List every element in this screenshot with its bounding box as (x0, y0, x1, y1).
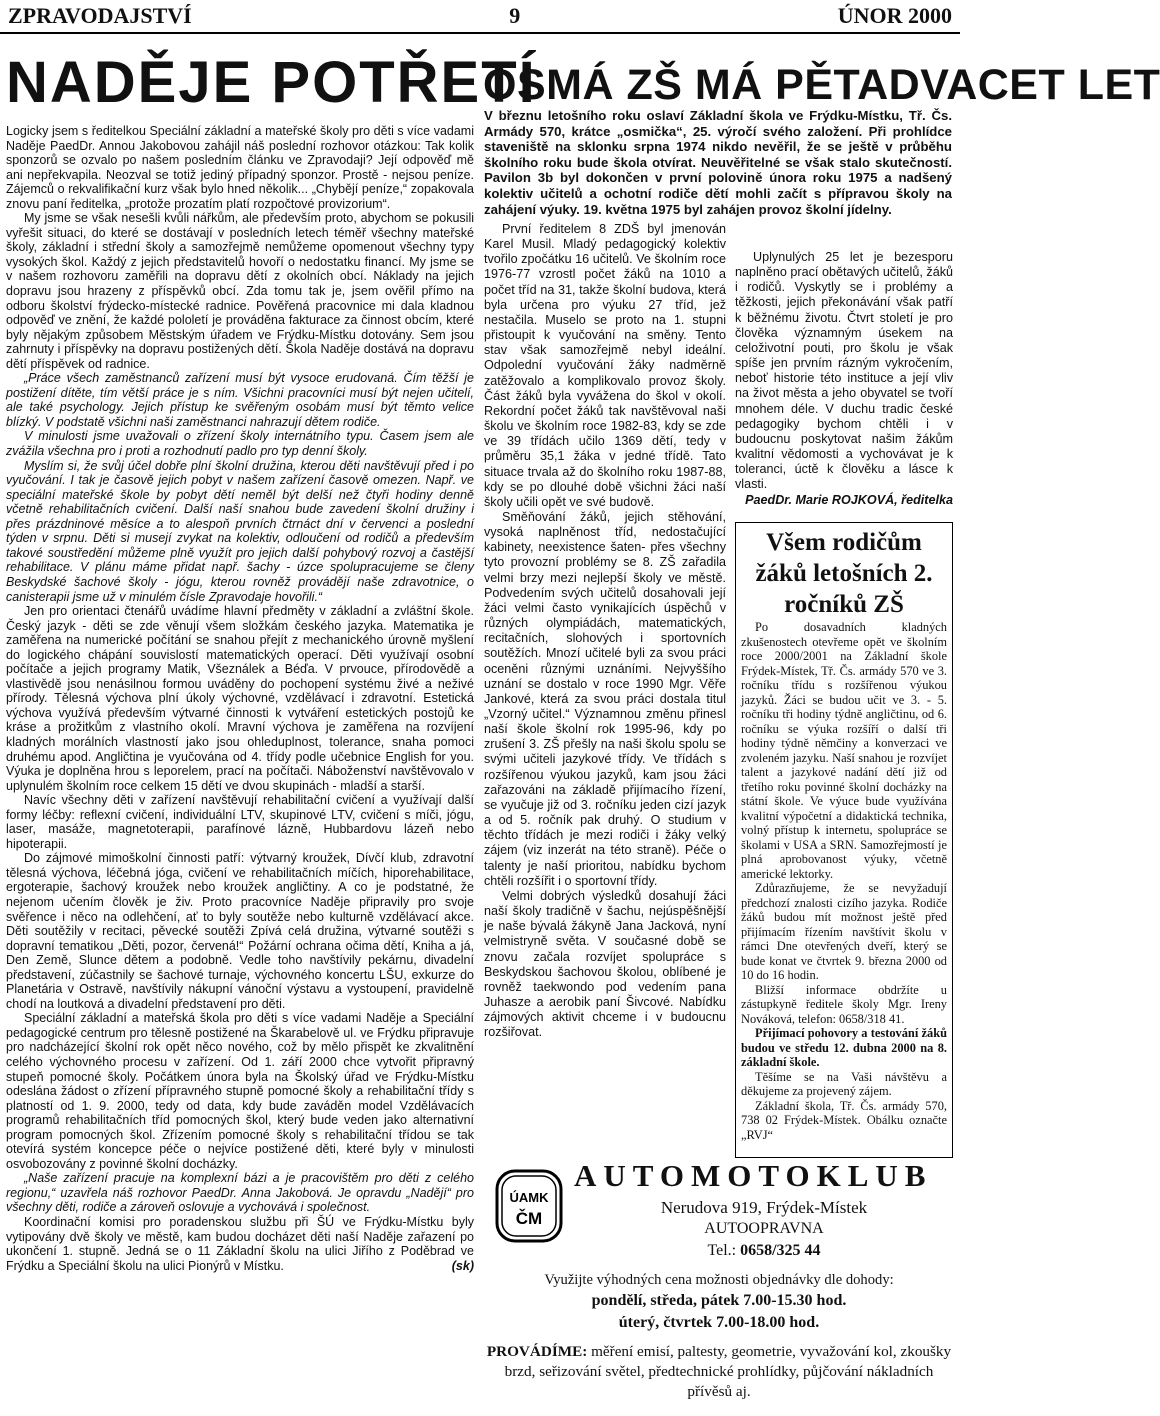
left-para-10: „Naše zařízení pracuje na komplexní bázi a je pracovištěm pro děti z celého regionu,“ uzavřela náš rozhovor PaedDr. Anna Jakobová. Je opravdu „Nadějí“ pro všechny děti, rodiče a zároveň oslovuje a vychovává i společnost. (6, 1171, 474, 1215)
ad-services-text: měření emisí, paltesty, geometrie, vyvažování kol, zkoušky brzd, seřizování světel, předtechnické prohlídky, půjčování nákladních přívěsů aj. (504, 1343, 952, 1400)
header-date: ÚNOR 2000 (837, 3, 952, 28)
notice-para-5: Těšíme se na Vaši návštěvu a děkujeme za projevený zájem. (741, 1069, 947, 1098)
left-para-1: Logicky jsem s ředitelkou Speciální základní a mateřské školy pro děti s více vadami Naděje PaedDr. Annou Jakobovou zahájil náš poslední rozhovor otázkou: Tak kolik sponzorů se ozvalo po našem posledním článku ve Zpravodaji? Její odpověď mě ani nepřekvapila. Neozval se totiž jediný případný sponzor. Prostě - nejsou peníze. Zájemců o rekvalifikační kurz však bylo hned několik... „Chybějí peníze,“ zopakovala znovu paní ředitelka, „protože prozatím platí rozpočtové provizorium“. (6, 124, 474, 211)
ad-phone: 0658/325 44 (740, 1242, 821, 1259)
left-article-body (6, 124, 474, 1273)
uamk-logo-icon (494, 1168, 564, 1244)
left-article-title: NADĚJE POTŘETÍ (6, 50, 537, 115)
notice-para-4: Přijímací pohovory a testování žáků budou ve středu 12. dubna 2000 na 8. základní škole. (741, 1026, 947, 1069)
ad-title: AUTOMOTOKLUB (574, 1158, 933, 1193)
left-para-8: Do zájmové mimoškolní činnosti patří: výtvarný kroužek, Dívčí klub, zdravotní tělesná výchova, léčebná jóga, cvičení ve rehabilitačních míčích, hiporehabilitace, ergoterapie, šachový kroužek nebo kroužek angličtiny. A co je podstatné, že nejenom učením člověk je živ. Proto pracovníce Naděje připravily pro svoje svěřence i něco na odlehčení, ať to byly soutěže nebo kulturně vzdělávací akce. Děti soutěžily v recitaci, pěvecké soutěži Zpívá celá družina, výtvarné soutěži s dopravní tematikou „Děti, pozor, červená!“ Požární ochrana očima dětí, Kniha a já, Den Země, Slunce dětem a podobně. Vedle toho navštívily pekárnu, divadelní představení, zúčastnily se šachové turnaje, výchovného koncertu LŠU, exkurze do Planetária v Ostravě, navštívily nákupní vánoční výstavu a vystoupení, pravidelně chodí na loutková a divadelní představení pro děti. (6, 851, 474, 1011)
logo-bottom-text: ČM (515, 1209, 543, 1228)
right-col1-para-1: První ředitelem 8 ZDŠ byl jmenován Karel Musil. Mladý pedagogický kolektiv tvořilo zpočátku 16 učitelů. Ve školním roce 1976-77 vzrostl počet žáků na 1010 a počet tříd na 31, takže školní budova, která byla určena pro výuku 27 tříd, jež nestačila. Muselo se proto na 1. stupni přistoupit k vyučování na směny. Tento stav však samozřejmě nebyl ideální. Odpolední vyučování žáky nadměrně zatěžovalo a komplikovalo provoz školy. Část žáků byla vyvážena do škol v okolí. Rekordní počet žáků tak navštěvoval naši školu ve školním roce 1982-83, kdy se zde ve 39 třídách učilo 1369 dětí, tedy v průměru 35,1 žáka v jedné třídě. Tato situace trvala až do školního roku 1987-88, kdy se po dlouhé době všichni žáci naší školy učili opět ve své budově. (484, 222, 726, 509)
ad-address: Nerudova 919, Frýdek-Místek (660, 1198, 868, 1217)
ad-hours-1: pondělí, středa, pátek 7.00-15.30 hod. (591, 1292, 847, 1309)
notice-box (735, 522, 953, 1158)
left-para-9: Speciální základní a mateřská škola pro děti s více vadami Naděje a Speciální pedagogické centrum pro tělesně postižené na Škarabelově ul. ve Frýdku připravuje pro nadcházející školní rok opět něco nového, což by mělo přispět ke zkvalitnění celého výchovného procesu v zařízení. Od 1. září 2000 chce vytvořit připravný stupeň pomocné školy. Počátkem února byla na Školský úřad ve Frýdku-Místku odeslána žádost o zřízení přípravného stupně pomocné školy a rehabilitační třídy s platností od 1. 9. 2000, tedy od data, kdy bude zaváděn model Vzdělávacích programů rehabilitačních tříd pomocných škol, který bude veden jako alternativní program pomocných škol. Zřízením pomocné školy s rehabilitační třídou se tak otevírá systém koncepce péče o nejvíce postižené děti, které byly v minulosti osvobozovány z povinné školní docházky. (6, 1011, 474, 1171)
right-col1-para-3: Velmi dobrých výsledků dosahují žáci naší školy tradičně v šachu, nejúspěšnější je naše bývalá žákyně Jana Jacková, nyní velmistryně světa. V současné době se znovu začala rozvíjet spolupráce s Beskydskou šachovou školou, oblíbené je rovněž taekwondo pod vedením pana Juhasze a aerobik paní Šivcové. Nabídku zájmových aktivit chceme i v budoucnu rozšiřovat. (484, 888, 726, 1040)
right-col1-para-2: Směňování žáků, jejich stěhování, vysoká naplněnost tříd, nedostačující kabinety, neexistence šaten- přes všechny tyto provozní problémy se 8. ZŠ zařadila velmi brzy mezi nejlepší školy ve městě. Podvedením svých učitelů dosahovali její žáci velmi často vynikajících úspěchů v různých olympiádách, matematických, recitačních, slohových i sportovních soutěžích. Mnozí učitelé byli za svou práci oceněni různými uznáními. Nejvyššího uznání se dostalo v roce 1990 Mgr. Věře Jankové, která za svou práci dostala titul „Vzorný učitel.“ Významnou změnu přinesl naší škole školní rok 1995-96, kdy po zrušení 3. ZŠ přešly na naši školu spolu se svými učiteli jazykové třídy. Ve třídách s rozšířenou výukou jazyků, kam jsou žáci zařazováni na základě přijímacího řízení, se vyučuje již od 3. ročníku jeden cizí jazyk a od 5. ročník pak druhý. O studium v těchto třídách je mezi rodiči i žáky velký zájem (viz inzerát na této straně). Péče o talenty je naší prioritou, nabídku bychom chtěli rozšířit i o sportovní třídy. (484, 509, 726, 888)
ad-phone-label: Tel.: (707, 1242, 737, 1259)
left-para-3: „Práce všech zaměstnanců zařízení musí být vysoce erudovaná. Čím těžší je postižení dítěte, tím větší práce je s ním. Všichni pracovníci musí být nejen učitelí, ale také psychology. Jejich přístup ke svěřeným osobám musí být těmto velice blízký. V podstatě všichni naši zaměstnanci nahrazují dětem rodiče. (6, 371, 474, 429)
notice-para-2: Zdůrazňujeme, že se nevyžadují předchozí znalosti cizího jazyka. Rodiče žáků budou mít možnost ještě před přijímacím řízením navštívit školu v rámci Dne otevřených dveří, který se bude konat ve čtvrtek 9. března 2000 od 10 do 16 hodin. (741, 881, 947, 982)
left-para-11 (6, 1215, 474, 1273)
page-number: 9 (509, 3, 521, 28)
left-para-5: Myslím si, že svůj účel dobře plní školní družina, kterou děti navštěvují před i po vyučování. I tak je časově jejich pobyt v našem zařízení časově omezen. Např. ve speciální mateřské škole by pobyt dětí neměl být delší než čtyři hodiny denně včetně rehabilitačních cvičení. Další naší snahou bude zavedení školní družiny i přes prázdninové měsíce a to alespoň prvních čtrnáct dní v červenci a poslední týden v srpnu. Děti si musejí zvykat na kolektiv, odloučení od rodičů a především takové soustředění můžeme plně využít pro jejich další pohybový rozvoj a častější rehabilitace. V plánu máme přidat např. šachy - úzce spolupracujeme se členy Beskydské šachové školy - jógu, kterou rovněž provádějí naše zdravotnice, o canisterapii jsme už v minulém čísle Zpravodaje hovořili.“ (6, 458, 474, 604)
ad-phone-line (574, 1242, 954, 1260)
header-section: ZPRAVODAJSTVÍ (8, 3, 192, 28)
ad-service: AUTOOPRAVNA (704, 1220, 824, 1237)
notice-body (741, 620, 947, 1142)
left-article-signature: (sk) (451, 1258, 474, 1273)
left-para-4: V minulosti jsme uvažovali o zřízení školy internátního typu. Časem jsem ale zvážila všechna pro i proti a rozhodnutí padlo pro typ denní školy. (6, 429, 474, 459)
right-article-col2 (735, 250, 953, 508)
page-header (0, 0, 960, 34)
notice-para-1: Po dosavadních kladných zkušenostech otevřeme opět ve školním roce 2000/2001 na Základní škole Frýdek-Místek, Tř. Čs. armády 570 ve 3. ročníku třídu s rozšířenou výukou jazyků. Žáci se budou učit ve 3. - 5. ročníku tři hodiny týdně angličtinu, od 6. ročníku se výuka rozšíří o další tři hodiny týdně němčiny a konverzaci ve zvoleném jazyku. Naší snahou je rozvíjet talent a jazykové nadání dětí již od třetího roku povinné školní docházky na státní škole. Ve výuce bude využívána kvalitní výpočetní a didaktická technika, volný přístup k internetu, spolupráce se školami v USA a SRN. Samozřejmostí je plná aprobovanost výuky, včetně americké lektorky. (741, 620, 947, 881)
notice-para-6: Základní škola, Tř. Čs. armády 570, 738 02 Frýdek-Místek. Obálku označte „RVJ“ (741, 1098, 947, 1142)
logo-top-text: ÚAMK (509, 1190, 549, 1205)
left-para-11-text: Koordinační komisi pro poradenskou službu při ŠÚ ve Frýdku-Místku byly vytipovány dvě školy ve městě, kam budou docházet děti naší Naděje zařazení po ukončení 1. stupně. Jedná se o 11 Základní školu na ulici Jiřího z Poděbrad ve Frýdku a Speciální školu na ulici Pionýrů v Místku. (6, 1215, 474, 1273)
left-para-6: Jen pro orientaci čtenářů uvádíme hlavní předměty v základní a zvláštní škole. Český jazyk - děti se zde věnují všem složkám českého jazyka. Matematika je zaměřena na numerické počítání se snahou přejít z mechanického úrovně myšlení do logického chápání souvislostí matematických operací. Děti využívají osobní počítače a jejich programy Matik, Všeználek a Béďa. V prvouce, přírodovědě a vlastivědě jsou nenásilnou formou uváděny do pochopení systému živé a neživé přírody. Tělesná výchova plní úkoly výchovné, vzdělávací i zdravotní. Estetická výchova využívá především výtvarné činnosti k vytváření estetických postojů ke kráse a prožitkům z vlastního okolí. Mravní výchova je zaměřena na rozvíjení kladných morálních vlastností jako jsou ohleduplnost, tolerance, snaha pomoci druhému apod. Angličtina je vyučována od 4. třídy podle učebnice English for you. Výuka je doplněna hrou s leporelem, prací na počítači. Náboženství navštěvovalo v uplynulém školním roce celkem 15 dětí ve dvou skupinách - mladší a starší. (6, 604, 474, 793)
automotoklub-ad (484, 1158, 954, 1408)
right-article-lead: V březnu letošního roku oslaví Základní škola ve Frýdku-Místku, Tř. Čs. Armády 570, krátce „osmička“, 25. výročí svého založení. Při prohlídce staveniště na sklonku srpna 1974 nikdo nevěřil, že se ještě v průběhu školního roku bude škola otvírat. Neuvěřitelné se však stalo skutečností. Pavilon 3b byl dokončen v první polovině února roku 1975 a nadšený kolektiv učitelů a ochotní rodiče dětí mohli začít s přípravou školy na zahájení výuky. 19. května 1975 byl zahájen provoz školní jídelny. (484, 108, 952, 217)
ad-offer: Využijte výhodných cena možnosti objednávky dle dohody: (544, 1272, 894, 1288)
right-col2-para-1: Uplynulých 25 let je bezesporu naplněno prací obětavých učitelů, žáků i rodičů. Vyskytly se i problémy a těžkosti, jejich překonávání však patří k běžnému životu. Čtvrt století je pro člověka významným úsekem na celoživotní pouti, pro školu je však spíše jen prvním rázným vykročením, neboť historie této instituce a její vliv na život města a jeho obyvatel se tvoří mnohem déle. V duchu tradic české pedagogiky bychom chtěli i v budoucnu poskytovat našim žákům kvalitní vědomosti a vychovávat je k toleranci, úctě k člověku a lásce k vlasti. (735, 250, 953, 492)
right-article-title: OSMÁ ZŠ MÁ PĚTADVACET LET (483, 61, 1160, 109)
left-para-2: My jsme se však nesešli kvůli nářkům, ale především proto, abychom se pokusili vyřešit situaci, do které se dostávají v posledních letech téměř všechny mateřské školy, základní i střední školy a samozřejmě nemůžeme opomenout všechny typy vysokých škol. Každý z jejich představitelů hovoří o nedostatku financí. My jsme se v našem rozhovoru zaměřili na dopravu dětí z okolních obcí. Náklady na jejich dopravu jsou hrazeny z příspěvků obcí. Zda tomu tak je, jsem ověřil přímo na odboru školství frýdecko-místecké radnice. Pověřená pracovnice mi dala kladnou odpověď ve znění, že každé pololetí je prováděna fakturace za činnost obcím, které byly nějakým způsobem Městským úřadem ve Frýdku-Místku dotovány. Sem jsou zahrnuty i příspěvky na dopravu postižených dětí. Škola Naděje dostává na dopravu dětí příspěvek od radnice. (6, 211, 474, 371)
notice-para-3: Bližší informace obdržíte u zástupkyně ředitele školy Mgr. Ireny Nováková, telefon: 0658/318 41. (741, 982, 947, 1026)
ad-hours-2: úterý, čtvrtek 7.00-18.00 hod. (618, 1314, 820, 1331)
ad-services (484, 1342, 954, 1402)
right-article-signature: PaedDr. Marie ROJKOVÁ, ředitelka (745, 492, 953, 507)
left-para-7: Navíc všechny děti v zařízení navštěvují rehabilitační cvičení a využívají další formy léčby: reflexní cvičení, individuální LTV, skupinové LTV, cvičení s míči, jógu, laser, masáže, magnetoterapii, parafínové lázně, Hubbardovu lázeň nebo hipoterapii. (6, 793, 474, 851)
right-article-col1 (484, 222, 726, 1040)
ad-services-label: PROVÁDÍME: (486, 1343, 588, 1360)
notice-title: Všem rodičům žáků letošních 2. ročníků ZŠ (755, 529, 933, 618)
